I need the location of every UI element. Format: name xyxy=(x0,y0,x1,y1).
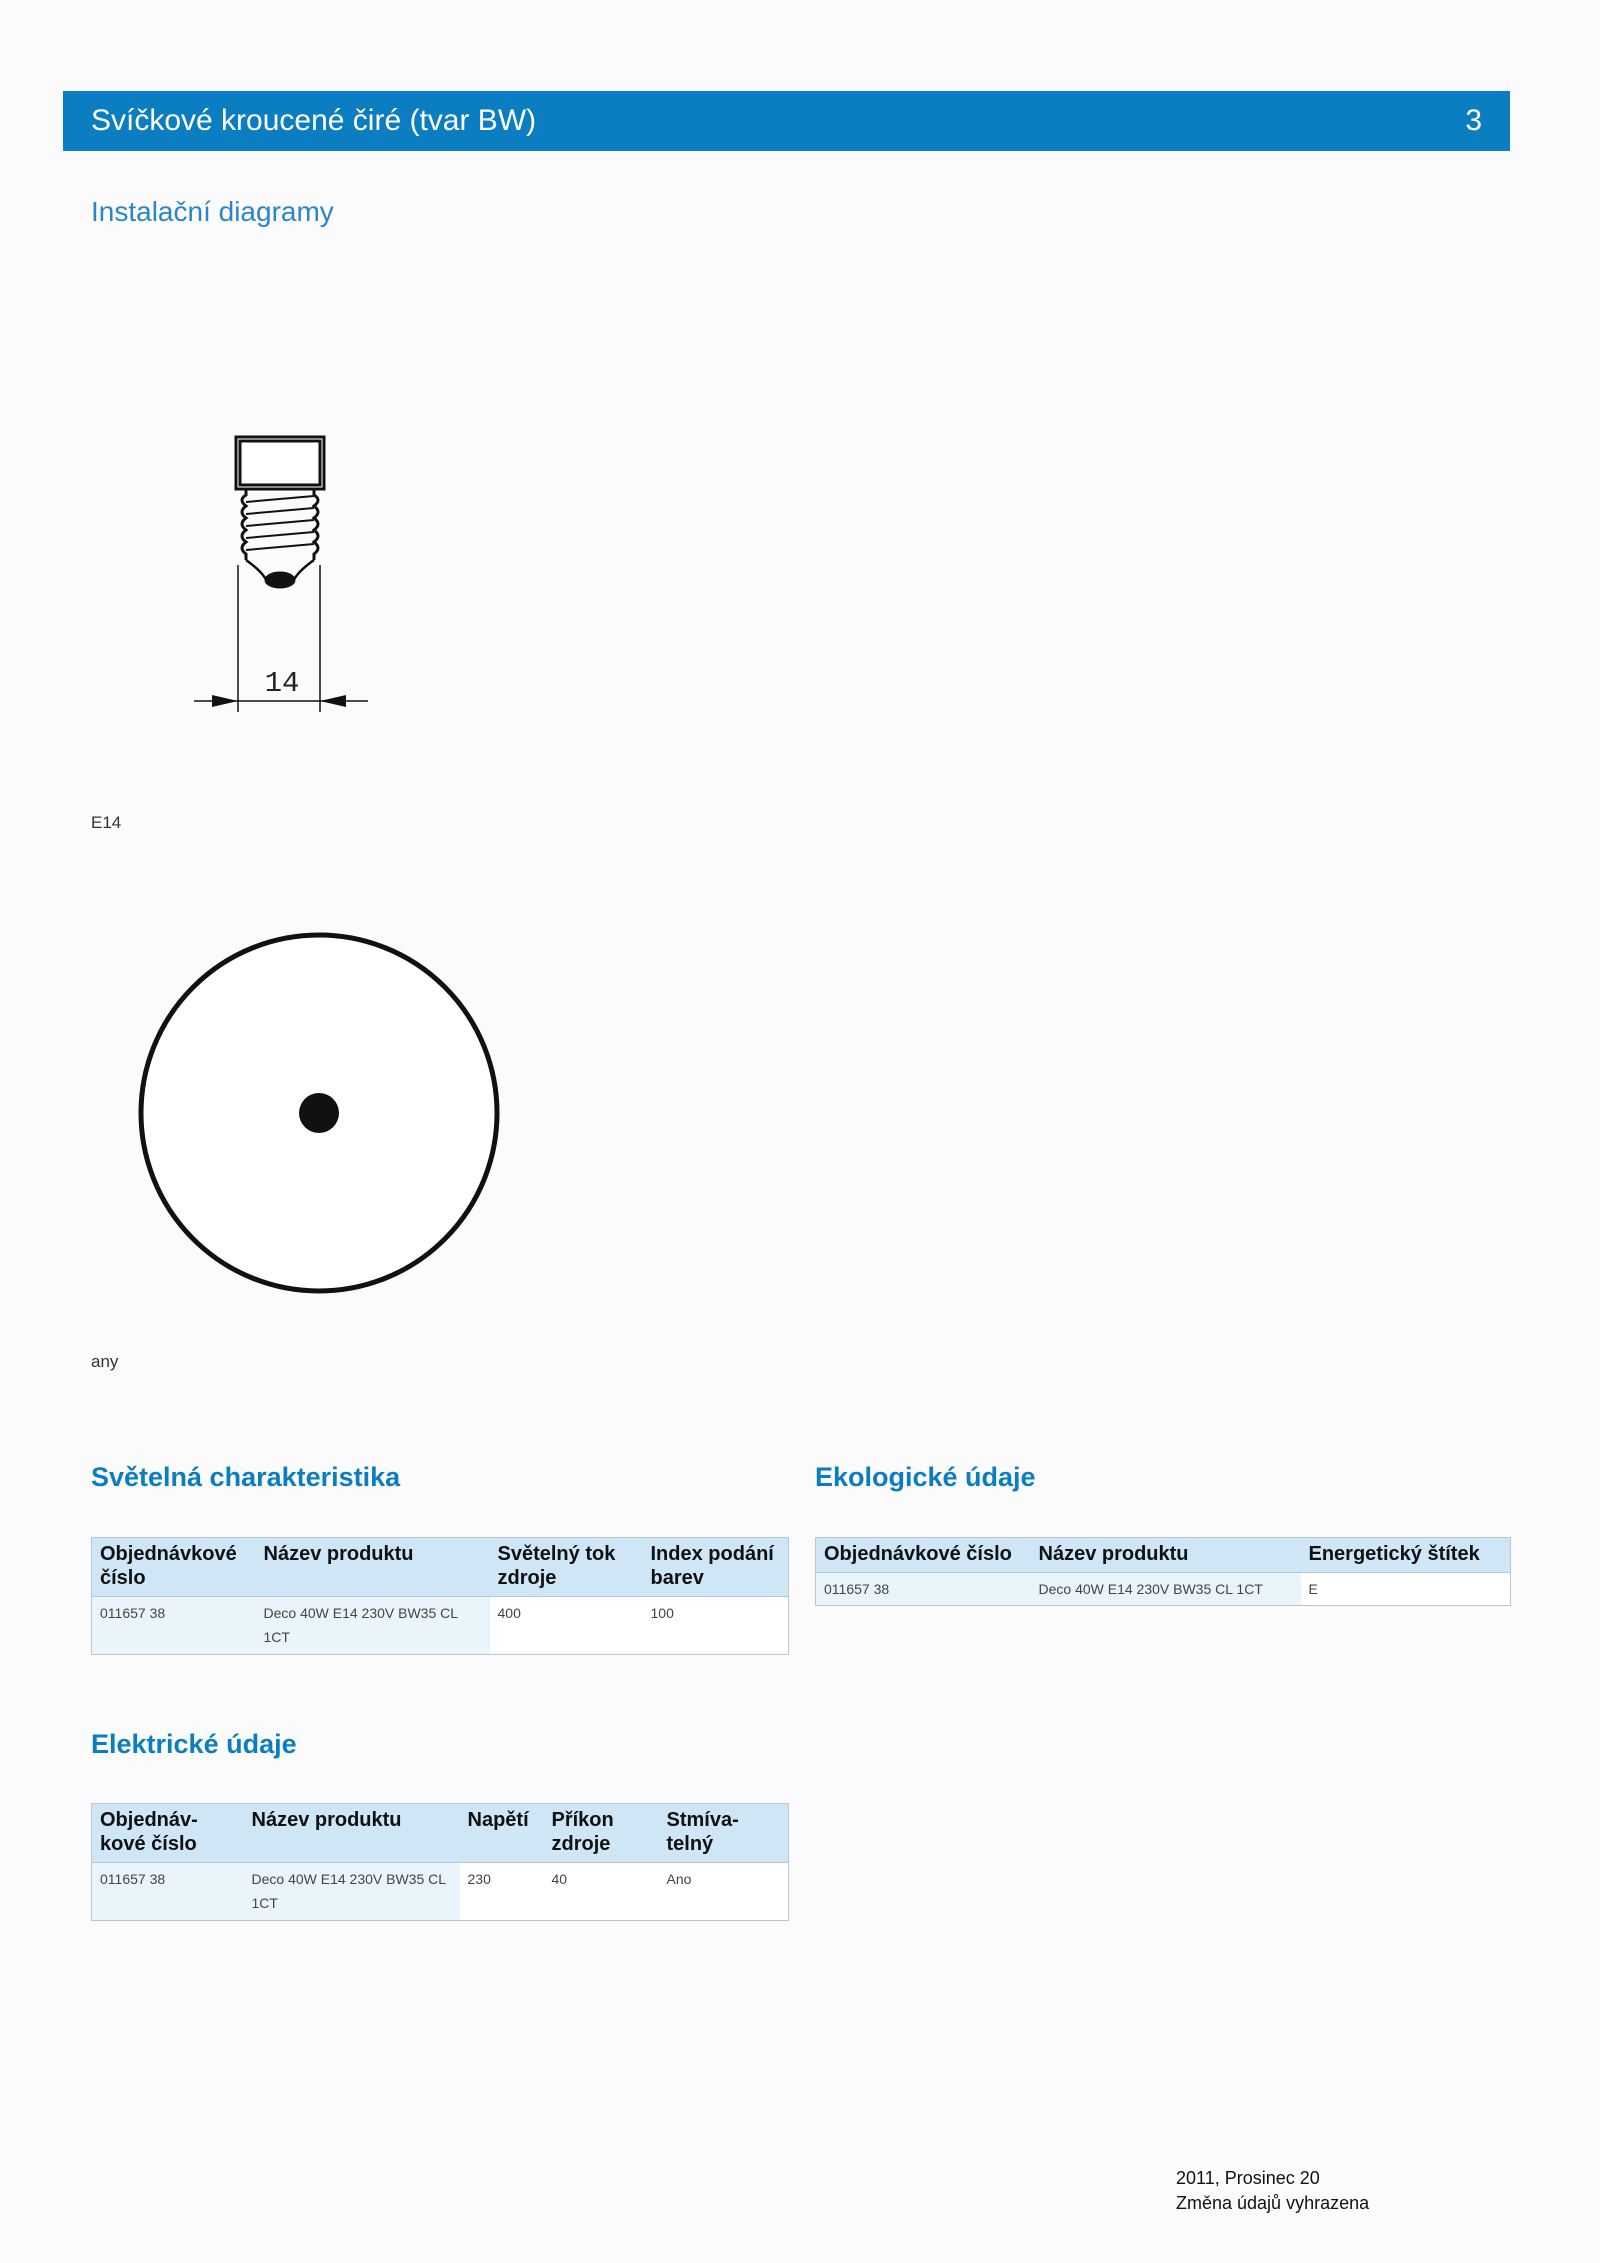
energy-label-cell: E xyxy=(1301,1573,1511,1606)
page-number: 3 xyxy=(1465,104,1482,137)
e14-base-diagram xyxy=(190,430,380,720)
table-header-row xyxy=(816,1538,1511,1573)
electrical-data-heading: Elektrické údaje xyxy=(91,1729,297,1759)
product-name-cell: Deco 40W E14 230V BW35 CL 1CT xyxy=(256,1597,490,1655)
table-row xyxy=(816,1573,1511,1606)
column-header: Název produktu xyxy=(256,1538,490,1597)
column-header: Příkon zdroje xyxy=(544,1804,659,1863)
footer-note: Změna údajů vyhrazena xyxy=(1176,2193,1370,2213)
light-characteristics-heading: Světelná charakteristika xyxy=(91,1462,401,1492)
e14-caption: E14 xyxy=(91,813,122,832)
burning-position-diagram xyxy=(135,928,505,1298)
color-rendering-cell: 100 xyxy=(643,1597,789,1655)
burning-position-caption: any xyxy=(91,1352,119,1371)
table-row xyxy=(92,1597,789,1655)
page-header-bar xyxy=(63,91,1510,151)
power-cell: 40 xyxy=(544,1863,659,1921)
column-header: Napětí xyxy=(460,1804,544,1863)
product-name-cell: Deco 40W E14 230V BW35 CL 1CT xyxy=(244,1863,460,1921)
column-header: Energetický štítek xyxy=(1301,1538,1511,1573)
voltage-cell: 230 xyxy=(460,1863,544,1921)
electrical-data-table xyxy=(91,1803,789,1921)
installation-diagrams-heading: Instalační diagramy xyxy=(91,196,334,227)
order-number-cell: 011657 38 xyxy=(92,1597,256,1655)
column-header: Objednávkové číslo xyxy=(816,1538,1031,1573)
column-header: Objednáv-kové číslo xyxy=(92,1804,244,1863)
product-name-cell: Deco 40W E14 230V BW35 CL 1CT xyxy=(1031,1573,1301,1606)
luminous-flux-cell: 400 xyxy=(490,1597,643,1655)
column-header: Index podání barev xyxy=(643,1538,789,1597)
order-number-cell: 011657 38 xyxy=(92,1863,244,1921)
column-header: Stmíva-telný xyxy=(659,1804,789,1863)
order-number-cell: 011657 38 xyxy=(816,1573,1031,1606)
light-characteristics-table xyxy=(91,1537,789,1655)
footer-date: 2011, Prosinec 20 xyxy=(1176,2168,1320,2188)
dimmable-cell: Ano xyxy=(659,1863,789,1921)
ecological-data-table xyxy=(815,1537,1511,1606)
ecological-data-heading: Ekologické údaje xyxy=(815,1462,1036,1492)
document-title: Svíčkové kroucené čiré (tvar BW) xyxy=(91,104,537,137)
column-header: Světelný tok zdroje xyxy=(490,1538,643,1597)
column-header: Objednávkové číslo xyxy=(92,1538,256,1597)
table-header-row xyxy=(92,1538,789,1597)
diameter-dimension-label: 14 xyxy=(264,667,300,700)
column-header: Název produktu xyxy=(1031,1538,1301,1573)
column-header: Název produktu xyxy=(244,1804,460,1863)
table-row xyxy=(92,1863,789,1921)
page-footer xyxy=(1176,2166,1369,2216)
table-header-row xyxy=(92,1804,789,1863)
